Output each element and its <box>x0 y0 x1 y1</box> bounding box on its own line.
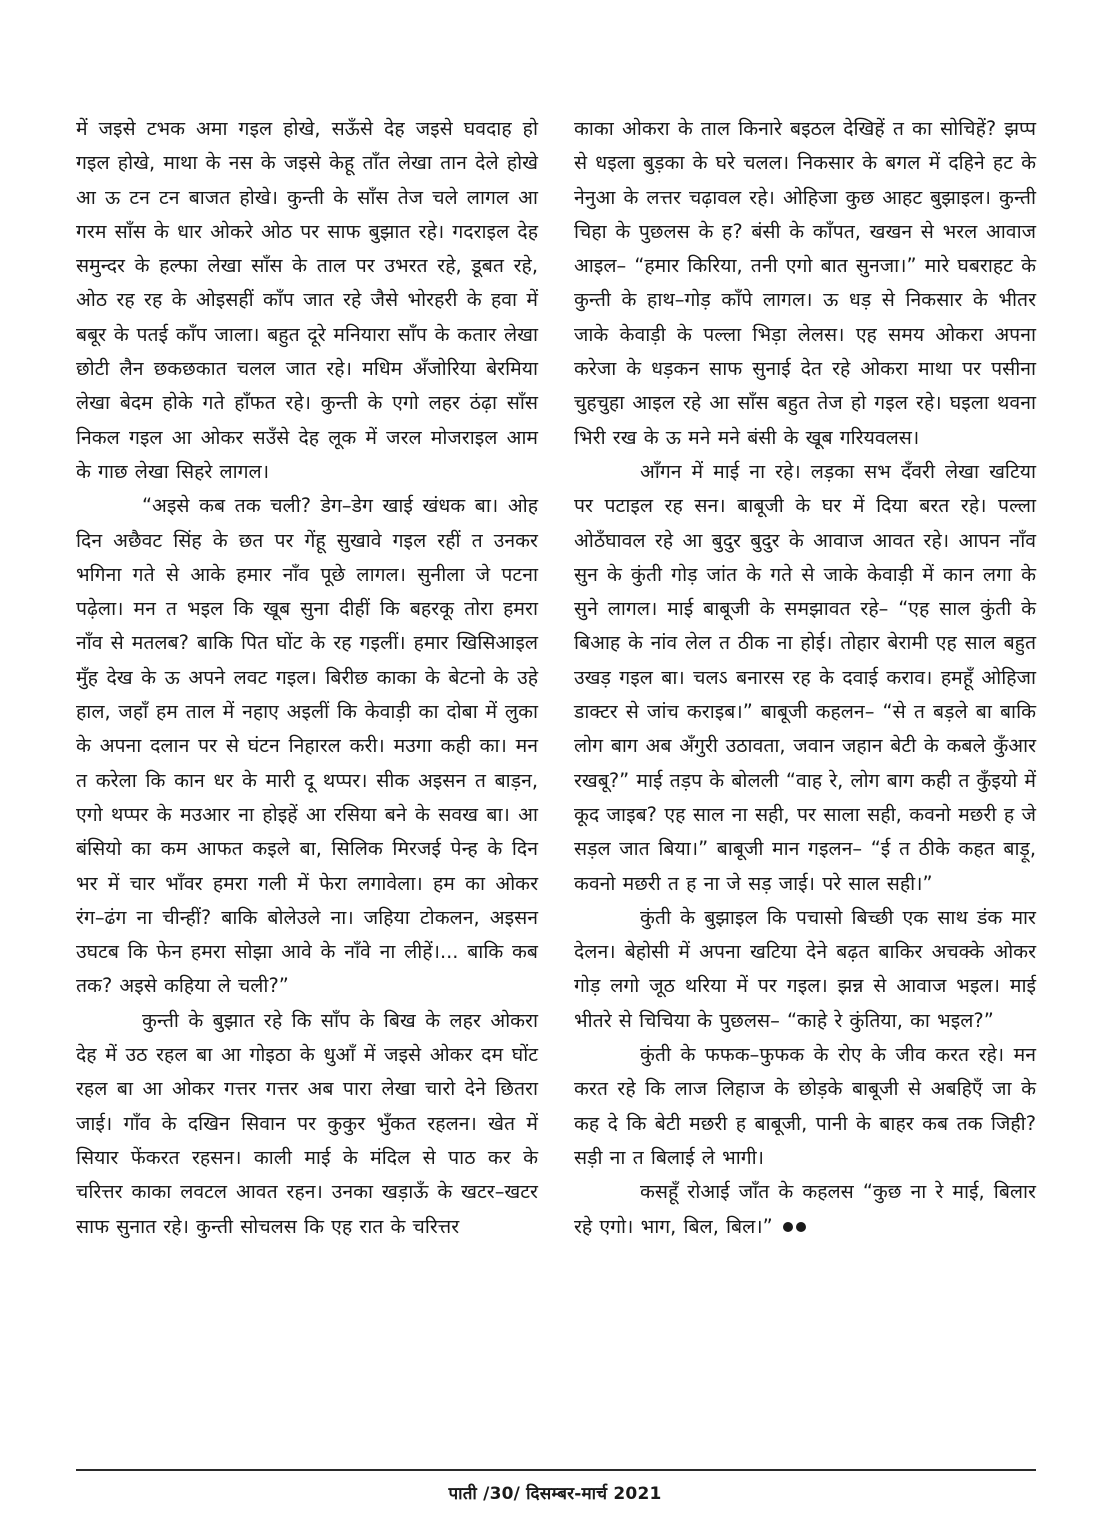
end-mark-dot-icon <box>783 1222 793 1232</box>
page-footer: पाती /30/ दिसम्बर-मार्च 2021 <box>448 1484 662 1504</box>
footer-divider <box>76 1469 1036 1471</box>
right-column <box>574 112 1036 1244</box>
paragraph: कुंती के बुझाइल कि पचासो बिच्छी एक साथ डंक मार देलन। बेहोसी में अपना खटिया देने बढ़त बाकिर अचक्के ओकर गोड़ लगो जूठ थरिया में पर गइल। झन्न से आवाज भइल। माई भीतरे से चिचिया के पुछलस– “काहे रे कुंतिया, का भइल?” <box>574 905 1036 1032</box>
paragraph: आँगन में माई ना रहे। लड़का सभ दँवरी लेखा खटिया पर पटाइल रह सन। बाबूजी के घर में दिया बरत रहे। पल्ला ओठँघावल रहे आ बुदुर बुदुर के आवाज आवत रहे। आपन नाँव सुन के कुंती गोड़ जांत के गते से जाके केवाड़ी में कान लगा के सुने लागल। माई बाबूजी के समझावत रहे– “एह साल कुंती के बिआह के नांव लेल त ठीक ना होई। तोहार बेरामी एह साल बहुत उखड़ गइल बा। चलऽ बनारस रह के दवाई कराव। हमहूँ ओहिजा डाक्टर से जांच कराइब।” बाबूजी कहलन– “से त बड़ले बा बाकि लोग बाग अब अँगुरी उठावता, जवान जहान बेटी के कबले कुँआर रखबू?” माई तड़प के बोलली “वाह रे, लोग बाग कही त कुँइयो में कूद जाइब? एह साल ना सही, पर साला सही, कवनो मछरी ह जे सड़ल जात बिया।” बाबूजी मान गइलन– “ई त ठीके कहत बाड़ू, कवनो मछरी त ह ना जे सड़ जाई। परे साल सही।” <box>574 459 1036 895</box>
paragraph: कुंती के फफक–फुफक के रोए के जीव करत रहे। मन करत रहे कि लाज लिहाज के छोड़के बाबूजी से अबहिएँ जा के कह दे कि बेटी मछरी ह बाबूजी, पानी के बाहर कब तक जिही? सड़ी ना त बिलाई ले भागी। <box>574 1043 1036 1169</box>
final-paragraph-text: कसहूँ रोआई जाँत के कहलस “कुछ ना रे माई, बिलार रहे एगो। भाग, बिल, बिल।” <box>574 1180 1036 1238</box>
paragraph: “अइसे कब तक चली? डेग–डेग खाई खंधक बा। ओह दिन अछैवट सिंह के छत पर गेंहू सुखावे गइल रहीं त उनकर भगिना गते से आके हमार नाँव पूछे लागल। सुनीला जे पटना पढ़ेला। मन त भइल कि खूब सुना दीहीं कि बहरकू तोरा हमरा नाँव से मतलब? बाकि पित घोंट के रह गइलीं। हमार खिसिआइल मुँह देख के ऊ अपने लवट गइल। बिरीछ काका के बेटनो के उहे हाल, जहाँ हम ताल में नहाए अइलीं कि केवाड़ी का दोबा में लुका के अपना दलान पर से घंटन निहारल करी। मउगा कही का। मन त करेला कि कान धर के मारी दू थप्पर। सीक अइसन त बाड़न, एगो थप्पर के मउआर ना होइहें आ रसिया बने के सवख बा। आ बंसियो का कम आफत कइले बा, सिलिक मिरजई पेन्ह के दिन भर में चार भाँवर हमरा गली में फेरा लगावेला। हम का ओकर रंग–ढंग ना चीन्हीं? बाकि बोलेउले ना। जहिया टोकलन, अइसन उघटब कि फेन हमरा सोझा आवे के नाँवे ना लीहें।... बाकि कब तक? अइसे कहिया ले चली?” <box>76 494 538 998</box>
left-column <box>76 112 538 1244</box>
paragraph: कुन्ती के बुझात रहे कि साँप के बिख के लहर ओकरा देह में उठ रहल बा आ गोइठा के धुआँ में जइसे ओकर दम घोंट रहल बा आ ओकर गत्तर गत्तर अब पारा लेखा चारो देने छितरा जाई। गाँव के दखिन सिवान पर कुकुर भुँकत रहलन। खेत में सियार फेंकरत रहसन। काली माई के मंदिल से पाठ कर के चरित्तर काका लवटल आवत रहन। उनका खड़ाऊँ के खटर–खटर साफ सुनात रहे। कुन्ती सोचलस कि एह रात के चरित्तर <box>76 1008 538 1238</box>
final-paragraph <box>574 1175 1036 1244</box>
end-mark-dot-icon <box>796 1222 806 1232</box>
paragraph: काका ओकरा के ताल किनारे बइठल देखिहें त का सोचिहें? झप्प से धइला बुड़का के घरे चलल। निकसार के बगल में दहिने हट के नेनुआ के लत्तर चढ़ावल रहे। ओहिजा कुछ आहट बुझाइल। कुन्ती चिहा के पुछलस के ह? बंसी के काँपत, खखन से भरल आवाज आइल– “हमार किरिया, तनी एगो बात सुनजा।” मारे घबराहट के कुन्ती के हाथ–गोड़ काँपे लागल। ऊ धड़ से निकसार के भीतर जाके केवाड़ी के पल्ला भिड़ा लेलस। एह समय ओकरा अपना करेजा के धड़कन साफ सुनाई देत रहे ओकरा माथा पर पसीना चुहचुहा आइल रहे आ साँस बहुत तेज हो गइल रहे। घइला थवना भिरी रख के ऊ मने मने बंसी के खूब गरियवलस। <box>574 117 1036 449</box>
paragraph: में जइसे टभक अमा गइल होखे, सऊँसे देह जइसे घवदाह हो गइल होखे, माथा के नस के जइसे केहू ताँत लेखा तान देले होखे आ ऊ टन टन बाजत होखे। कुन्ती के साँस तेज चले लागल आ गरम साँस के धार ओकरे ओठ पर साफ बुझात रहे। गदराइल देह समुन्दर के हल्फा लेखा साँस के ताल पर उभरत रहे, डूबत रहे, ओठ रह रह के ओइसहीं काँप जात रहे जैसे भोरहरी के हवा में बबूर के पतई काँप जाला। बहुत दूरे मनियारा साँप के कतार लेखा छोटी लैन छकछकात चलल जात रहे। मधिम अँजोरिया बेरमिया लेखा बेदम होके गते हाँफत रहे। कुन्ती के एगो लहर ठंढ़ा साँस निकल गइल आ ओकर सउँसे देह लूक में जरल मोजराइल आम के गाछ लेखा सिहरे लागल। <box>76 117 538 483</box>
